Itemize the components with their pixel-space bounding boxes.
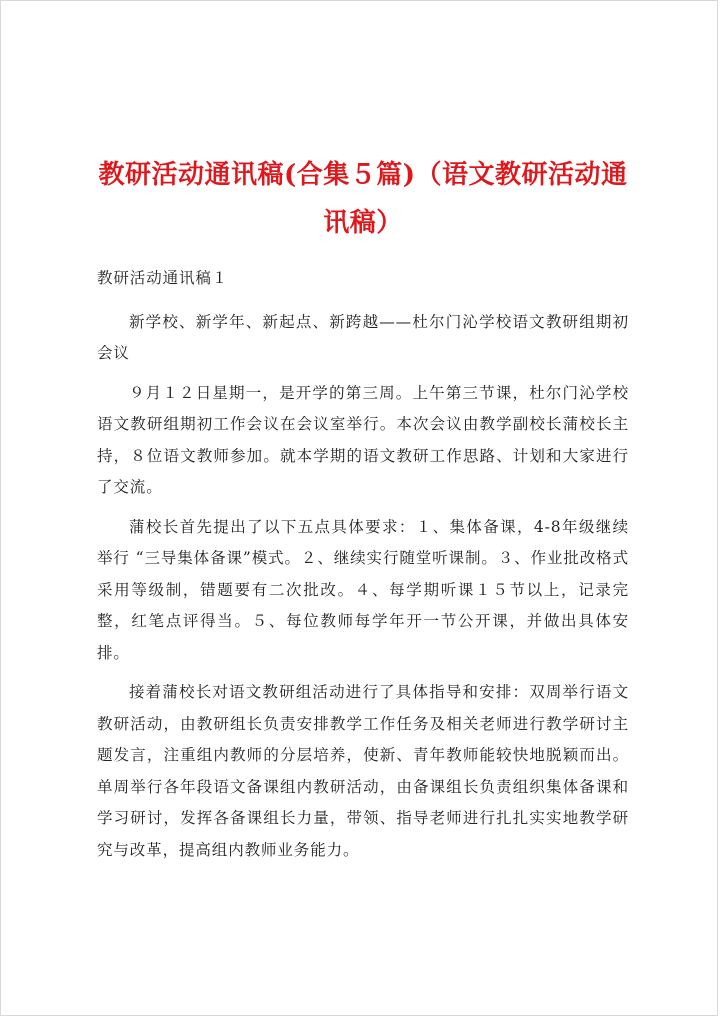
document-body <box>97 263 629 874</box>
paragraph-meeting-intro: ９月１２日星期一，是开学的第三周。上午第三节课，杜尔门沁学校语文教研组期初工作会议在会议室举行。本次会议由教学副校长蒲校长主持，８位语文教师参加。就本学期的语文教研工作思路、计划和大家进行了交流。 <box>97 383 629 496</box>
document-title <box>93 151 633 247</box>
paragraph-subtitle: 新学校、新学年、新起点、新跨越——杜尔门沁学校语文教研组期初会议 <box>97 312 629 362</box>
paragraph-requirements: 蒲校长首先提出了以下五点具体要求：１、集体备课，4-8年级继续举行 “三导集体备课”模式。２、继续实行随堂听课制。３、作业批改格式采用等级制，错题要有二次批改。４、每学期听课１５节以上，记录完整，红笔点评得当。５、每位教师每学年开一节公开课，并做出具体安排。 <box>97 517 629 662</box>
title-line-2: 讯稿） <box>323 208 403 238</box>
paragraph-arrangements: 接着蒲校长对语文教研组活动进行了具体指导和安排：双周举行语文教研活动，由教研组长负责安排教学工作任务及相关老师进行教学研讨主题发言，注重组内教师的分层培养，使新、青年教师能较快地脱颖而出。单周举行各年段语文备课组内教研活动，由备课组长负责组织集体备课和学习研讨，发挥各备课组长力量，带领、指导老师进行扎扎实实地教学研究与改革，提高组内教师业务能力。 <box>97 683 629 859</box>
title-line-1: 教研活动通讯稿(合集５篇)（语文教研活动通 <box>98 160 628 190</box>
section-heading: 教研活动通讯稿１ <box>97 269 229 287</box>
